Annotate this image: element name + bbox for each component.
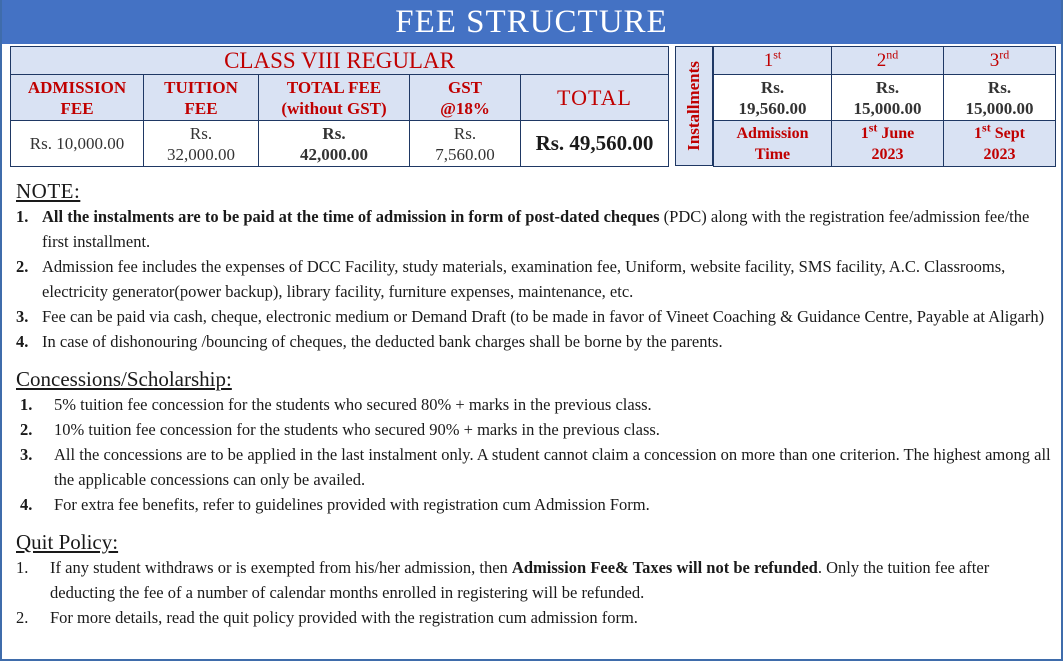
installment-1-amount: Rs. 19,560.00: [714, 75, 832, 121]
concessions-list: [16, 392, 1056, 517]
value-admission-fee: Rs. 10,000.00: [11, 121, 144, 167]
installments-table: [713, 46, 1056, 167]
value-total: Rs. 49,560.00: [521, 121, 669, 167]
installment-1-due: Admission Time: [714, 121, 832, 167]
concessions-title: Concessions/Scholarship:: [16, 367, 232, 391]
note-title: NOTE:: [16, 179, 81, 203]
list-item: 2. For more details, read the quit policy provided with the registration cum admission form.: [16, 608, 638, 627]
header-tuition-fee: TUITION FEE: [144, 75, 259, 121]
installments-label: Installments: [675, 46, 713, 166]
list-item: 2. 10% tuition fee concession for the students who secured 90% + marks in the previous class.: [20, 420, 660, 439]
installment-2-amount: Rs. 15,000.00: [832, 75, 944, 121]
list-item: 4. For extra fee benefits, refer to guidelines provided with registration cum Admission Form.: [20, 495, 650, 514]
note-list: [16, 204, 1056, 354]
header-total: TOTAL: [521, 75, 669, 121]
installment-2-due: 1st June 2023: [832, 121, 944, 167]
installment-3-header: 3rd: [944, 47, 1056, 75]
list-item: 3. Fee can be paid via cash, cheque, electronic medium or Demand Draft (to be made in favor of Vineet Coaching & Guidance Centre, Payable at Aligarh): [16, 307, 1045, 326]
list-item: 4. In case of dishonouring /bouncing of cheques, the deducted bank charges shall be borne by the parents.: [16, 332, 723, 351]
class-label: CLASS VIII REGULAR: [11, 47, 669, 75]
list-item: 3. All the concessions are to be applied in the last instalment only. A student cannot claim a concession on more than one criterion. The highest among all the applicable concessions can only be availed.: [20, 445, 1051, 489]
content-area: [16, 178, 1056, 630]
list-item: 1. All the instalments are to be paid at the time of admission in form of post-dated cheques (PDC) along with the registration fee/admission fee/the first installment.: [16, 207, 1030, 251]
value-total-fee: Rs. 42,000.00: [259, 121, 410, 167]
installment-3-amount: Rs. 15,000.00: [944, 75, 1056, 121]
list-item: 2. Admission fee includes the expenses of DCC Facility, study materials, examination fee, Uniform, website facility, SMS facility, A.C. Classrooms, electricity generator(power backup), library facility, furniture expenses, maintenance, etc.: [16, 257, 1006, 301]
quit-policy-title: Quit Policy:: [16, 530, 119, 554]
list-item: 1. 5% tuition fee concession for the students who secured 80% + marks in the previous class.: [20, 395, 652, 414]
page-title: FEE STRUCTURE: [2, 0, 1061, 44]
installment-3-due: 1st Sept 2023: [944, 121, 1056, 167]
value-tuition-fee: Rs. 32,000.00: [144, 121, 259, 167]
list-item: 1. If any student withdraws or is exempted from his/her admission, then Admission Fee& Taxes will not be refunded. Only the tuition fee after deducting the fee of a number of calendar months enrolled in registering will be refunded.: [16, 558, 990, 602]
installment-1-header: 1st: [714, 47, 832, 75]
installment-2-header: 2nd: [832, 47, 944, 75]
header-total-fee: TOTAL FEE (without GST): [259, 75, 410, 121]
quit-policy-list: [16, 555, 1056, 630]
fee-table: [10, 46, 669, 167]
header-admission-fee: ADMISSION FEE: [11, 75, 144, 121]
value-gst: Rs. 7,560.00: [410, 121, 521, 167]
header-gst: GST @18%: [410, 75, 521, 121]
